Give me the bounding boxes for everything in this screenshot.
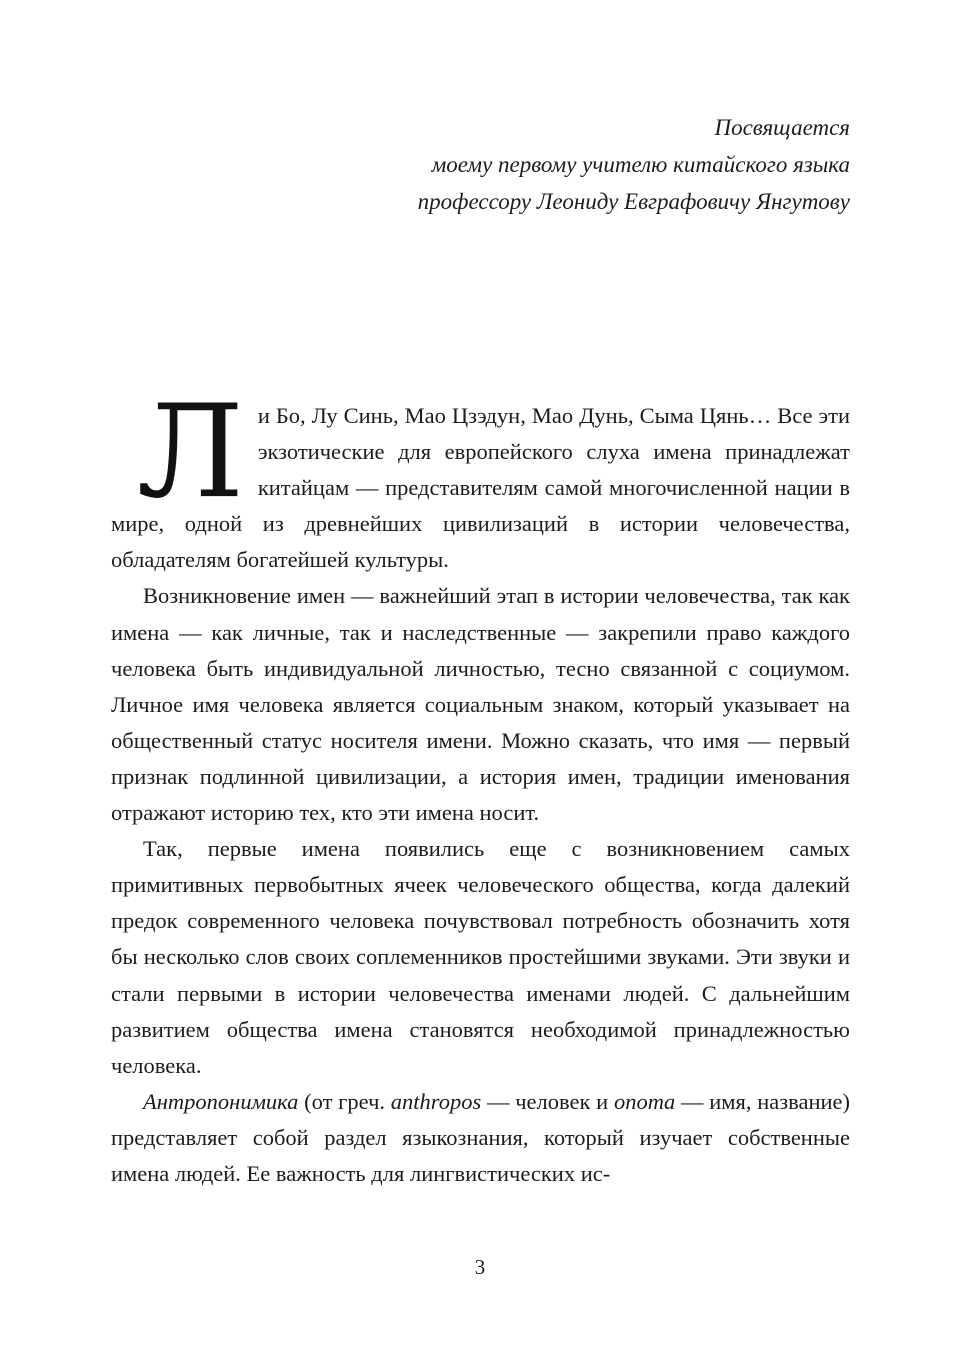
dedication xyxy=(250,109,850,220)
paragraph-4-part-2: — человек и xyxy=(481,1088,614,1114)
drop-cap: Л xyxy=(137,378,244,527)
paragraph-3: Так, первые имена появились еще с возникновением самых примитивных первобытных ячеек человеческого общества, когда далекий предок современного человека почувствовал потребность обозначить хотя бы несколько слов своих соплеменников простейшими звуками. Эти звуки и стали первыми в истории человечества именами людей. С дальнейшим развитием общества имена становятся необходимой принадлежностью человека. xyxy=(111,836,850,1078)
paragraph-4 xyxy=(111,1084,850,1192)
dedication-line-3: профессору Леониду Евграфовичу Янгутову xyxy=(417,189,850,214)
paragraph-4-part-1: (от греч. xyxy=(298,1088,391,1114)
main-text xyxy=(111,378,851,1192)
paragraph-4-part-3: — имя, название) представляет собой раздел языкознания, который изучает собственные имена людей. Ее важность для лингвистических ис- xyxy=(111,1088,851,1186)
page-number: 3 xyxy=(474,1255,486,1279)
greek-word-anthropos: anthropos xyxy=(390,1088,482,1114)
paragraph-1 xyxy=(111,378,850,578)
paragraph-1-text: и Бо, Лу Синь, Мао Цзэдун, Мао Дунь, Сыма Цянь… Все эти экзотические для европейского слуха имена принадлежат китайцам — представителям самой многочисленной нации в мире, одной из древнейших цивилизаций в истории человечества, обладателям богатейшей культуры. xyxy=(111,403,850,573)
greek-word-onoma: onoma xyxy=(613,1088,676,1114)
dedication-line-2: моему первому учителю китайского языка xyxy=(431,152,850,177)
paragraph-2: Возникновение имен — важнейший этап в истории человечества, так как имена — как личные, так и наследственные — закрепили право каждого человека быть индивидуальной личностью, тесно связанной с социумом. Личное имя человека является социальным знаком, который указывает на общественный статус носителя имени. Можно сказать, что имя — первый признак подлинной цивилизации, а история имен, традиции именования отражают историю тех, кто эти имена носит. xyxy=(111,583,850,826)
dedication-line-1: Посвящается xyxy=(714,115,850,140)
term-anthroponymics: Антропонимика xyxy=(143,1088,299,1114)
